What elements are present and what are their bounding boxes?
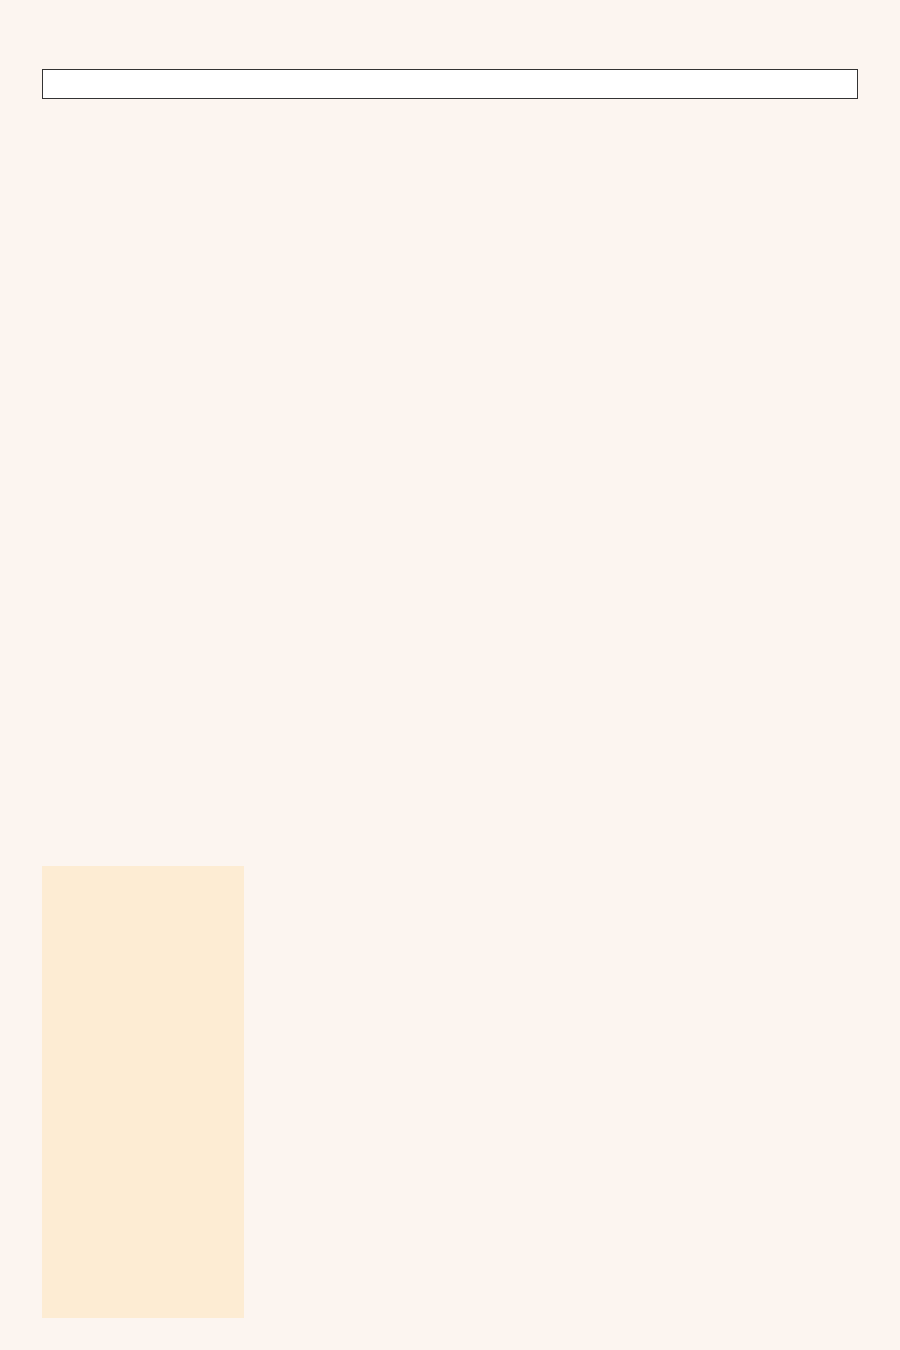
size-guide-table <box>42 69 858 99</box>
letter-size-row <box>42 69 858 99</box>
suggested-fabrics-panel <box>42 866 244 1318</box>
